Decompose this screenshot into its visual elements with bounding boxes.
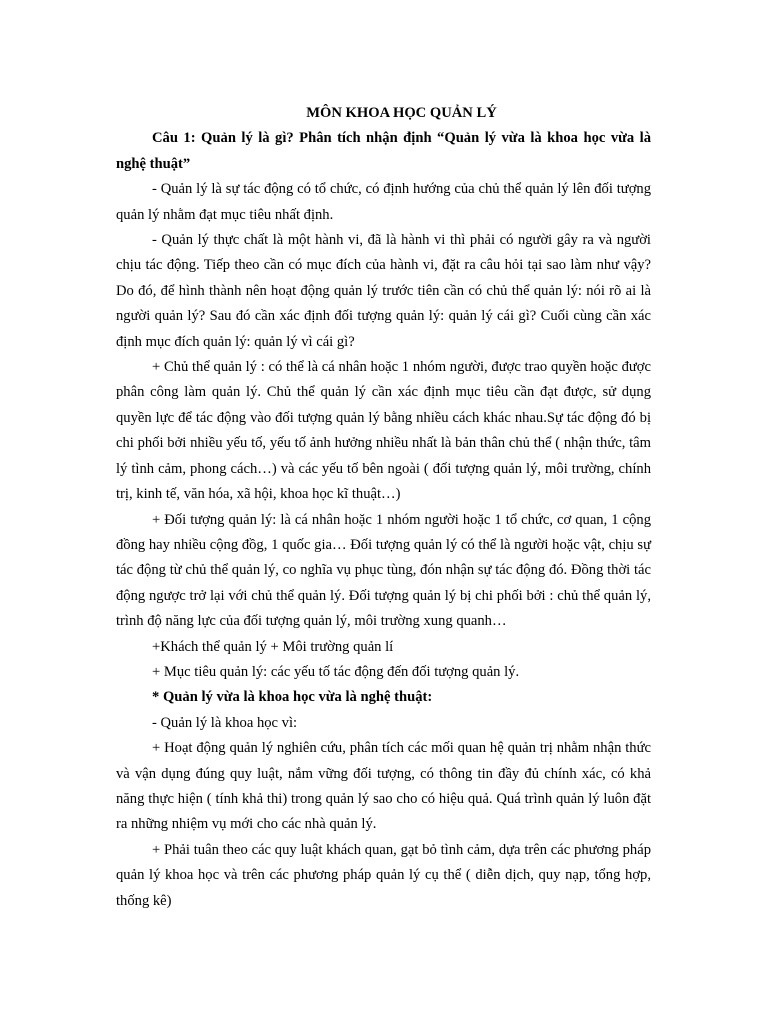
- paragraph-essence: - Quản lý thực chất là một hành vi, đã là hành vi thì phải có người gây ra và người chịu tác động. Tiếp theo cần có mục đích của hành vi, đặt ra câu hỏi tại sao làm như vậy? Do đó, để hình thành nên hoạt động quản lý trước tiên cần có chủ thể quản lý: nói rõ ai là người quản lý? Sau đó cần xác định đối tượng quản lý: quản lý cái gì? Cuối cùng cần xác định mục đích quản lý: quản lý vì cái gì?: [116, 232, 651, 350]
- section-heading: * Quản lý vừa là khoa học vừa là nghệ thuật:: [152, 689, 433, 706]
- document-page: [116, 101, 651, 914]
- paragraph-object: + Đối tượng quản lý: là cá nhân hoặc 1 nhóm người hoặc 1 tổ chức, cơ quan, 1 cộng đồng hay nhiều cộng đồg, 1 quốc gia… Đối tượng quản lý có thể là người hoặc vật, chịu sự tác động từ chủ thể quản lý, co nghĩa vụ phục tùng, đón nhận sự tác động đó. Đồng thời tác động ngược trở lại với chủ thể quản lý. Đối tượng quản lý bị chi phối bởi : chủ thể quản lý, trình độ năng lực của đối tượng quản lý, môi trường xung quanh…: [116, 511, 651, 630]
- paragraph-subject: + Chủ thể quản lý : có thể là cá nhân hoặc 1 nhóm người, được trao quyền hoặc được phân công làm quản lý. Chủ thể quản lý cần xác định mục tiêu cần đạt được, sử dụng quyền lực để tác động vào đối tượng quản lý bằng nhiều cách khác nhau.Sự tác động đó bị chi phối bởi nhiều yếu tố, yếu tố ảnh hưởng nhiều nhất là bản thân chủ thể ( nhận thức, tâm lý tình cảm, phong cách…) và các yếu tố bên ngoài ( đối tượng quản lý, môi trường, chính trị, kinh tế, văn hóa, xã hội, khoa học kĩ thuật…): [116, 359, 651, 503]
- paragraph-environment: +Khách thể quản lý + Môi trường quản lí: [152, 638, 394, 655]
- paragraph-science-research: + Hoạt động quản lý nghiên cứu, phân tích các mối quan hệ quản trị nhằm nhận thức và vận dụng đúng quy luật, nắm vững đối tượng, có thông tin đầy đủ chính xác, có khả năng thực hiện ( tính khả thi) trong quản lý sao cho có hiệu quả. Quá trình quản lý luôn đặt ra những nhiệm vụ mới cho các nhà quản lý.: [116, 740, 651, 833]
- document-title: MÔN KHOA HỌC QUẢN LÝ: [306, 105, 497, 121]
- paragraph-science-laws: + Phải tuân theo các quy luật khách quan, gạt bỏ tình cảm, dựa trên các phương pháp quản lý khoa học và trên các phương pháp quản lý cụ thể ( diễn dịch, quy nạp, tổng hợp, thống kê): [116, 841, 651, 909]
- paragraph-goal: + Mục tiêu quản lý: các yếu tố tác động đến đối tượng quản lý.: [152, 663, 520, 680]
- paragraph-definition: - Quản lý là sự tác động có tổ chức, có định hướng của chủ thể quản lý lên đối tượng quản lý nhằm đạt mục tiêu nhất định.: [116, 181, 651, 223]
- paragraph-science-intro: - Quản lý là khoa học vì:: [152, 714, 298, 731]
- question-heading: Câu 1: Quản lý là gì? Phân tích nhận định “Quản lý vừa là khoa học vừa là nghệ thuật”: [116, 130, 651, 172]
